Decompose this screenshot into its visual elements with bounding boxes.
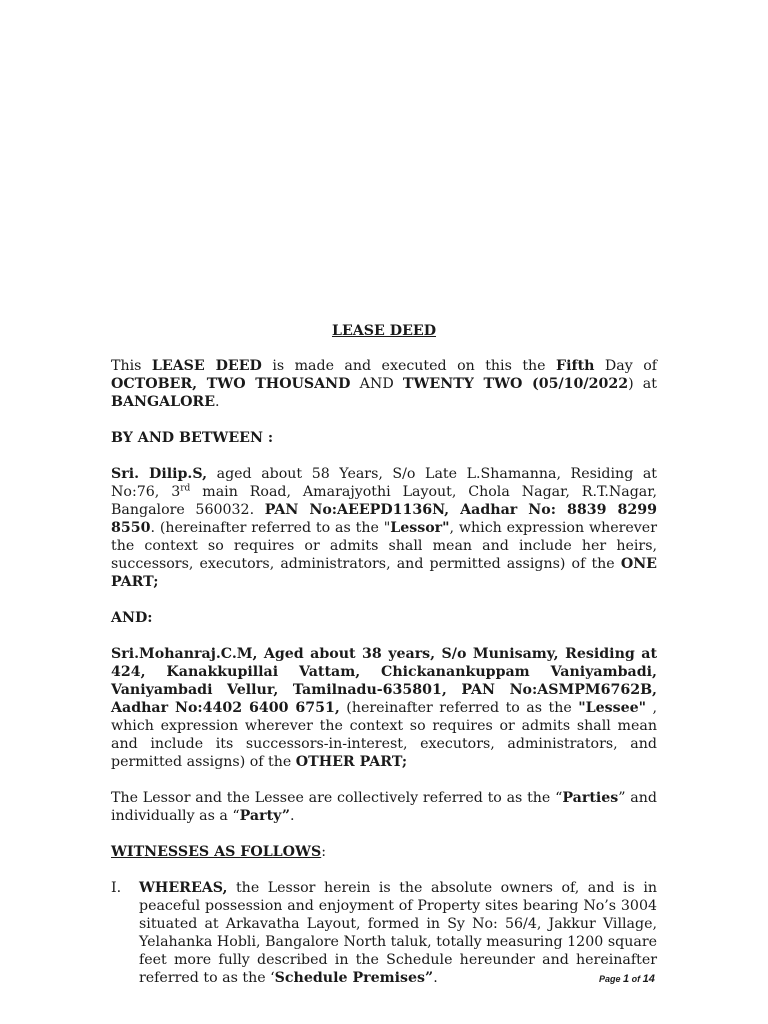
total-pages: 14 xyxy=(642,973,655,985)
clause-1 xyxy=(111,879,657,987)
lessor-ids: PAN No:AEEPD1136N, Aadhar No: 8839 8299 8550 xyxy=(111,502,657,536)
lessor-paragraph: Sri. Dilip.S, aged about 58 Years, S/o Late L.Shamanna, Residing at No:76, 3rd main Road, Amarajyothi Layout, Chola Nagar, R.T.Nagar, Bangalore 560032. PAN No:AEEPD1136N, Aadhar No: 8839 8299 8550. (hereinafter referred to as the "Lessor", which expression wherever the context so requires or admits shall mean and include her heirs, successors, executors, administrators, and permitted assigns) of the ONE PART; xyxy=(111,466,657,590)
lessee-details: Sri.Mohanraj.C.M, Aged about 38 years, S/o Munisamy, Residing at 424, Kanakkupillai Vattam, Chickanankuppam Vaniyambadi, Vaniyambadi Vellur, Tamilnadu-635801, PAN No:ASMPM6762B, Aadhar No:4402 6400 6751, xyxy=(111,646,657,716)
page-number-footer: Page 1 of 14 xyxy=(599,973,655,985)
parties-paragraph: The Lessor and the Lessee are collectively referred to as the “Parties” and individually as a “Party”. xyxy=(111,790,657,824)
document-body xyxy=(111,322,657,987)
clause-number: I. xyxy=(111,880,122,896)
intro-paragraph: This LEASE DEED is made and executed on this the Fifth Day of OCTOBER, TWO THOUSAND AND TWENTY TWO (05/10/2022) at BANGALORE. xyxy=(111,358,658,410)
witnesses-heading: WITNESSES AS FOLLOWS: xyxy=(111,844,326,860)
lessor-name: Sri. Dilip.S, xyxy=(111,466,208,482)
clause-1-text: WHEREAS, the Lessor herein is the absolute owners of, and is in peaceful possession and enjoyment of Property sites bearing No’s 3004 situated at Arkavatha Layout, formed in Sy No: 56/4, Jakkur Village, Yelahanka Hobli, Bangalore North taluk, totally measuring 1200 square feet more fully described in the Schedule hereunder and hereinafter referred to as the ‘Schedule Premises”. xyxy=(139,880,657,986)
by-and-between-heading: BY AND BETWEEN : xyxy=(111,430,274,446)
and-heading: AND: xyxy=(111,610,153,626)
current-page: 1 xyxy=(623,973,630,985)
lessee-paragraph: Sri.Mohanraj.C.M, Aged about 38 years, S/o Munisamy, Residing at 424, Kanakkupillai Vattam, Chickanankuppam Vaniyambadi, Vaniyambadi Vellur, Tamilnadu-635801, PAN No:ASMPM6762B, Aadhar No:4402 6400 6751, (hereinafter referred to as the "Lessee" , which expression wherever the context so requires or admits shall mean and include its successors-in-interest, executors, administrators, and permitted assigns) of the OTHER PART; xyxy=(111,646,657,770)
document-title: LEASE DEED xyxy=(331,323,437,339)
